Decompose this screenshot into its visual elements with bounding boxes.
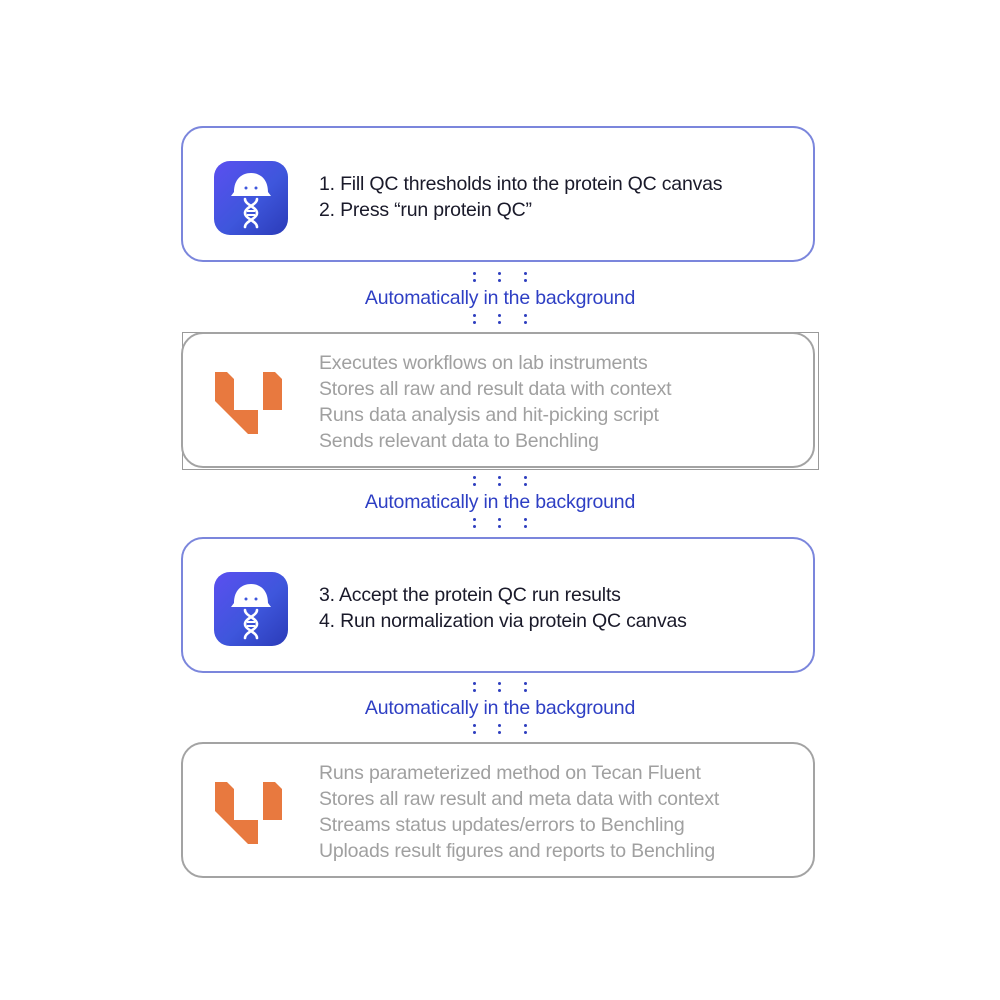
connector-label: Automatically in the background <box>364 491 636 513</box>
step-line: 4. Run normalization via protein QC canvas <box>319 610 687 632</box>
step-1-text <box>319 171 722 223</box>
step-line: Stores all raw and result data with context <box>319 378 672 400</box>
step-1-user-card <box>181 126 815 262</box>
dotted-connector-bottom <box>340 723 660 735</box>
step-3-user-card <box>181 537 815 673</box>
dotted-connector-top <box>340 681 660 693</box>
scientist-dna-app-icon <box>214 161 288 235</box>
step-line: Uploads result figures and reports to Benchling <box>319 840 715 862</box>
step-line: 2. Press “run protein QC” <box>319 199 532 221</box>
step-line: Runs data analysis and hit-picking script <box>319 404 659 426</box>
connector-2 <box>340 475 660 535</box>
connector-label: Automatically in the background <box>364 287 636 309</box>
step-line: 3. Accept the protein QC run results <box>319 584 621 606</box>
scientist-dna-app-icon <box>214 572 288 646</box>
step-line: 1. Fill QC thresholds into the protein QC canvas <box>319 173 723 195</box>
step-line: Sends relevant data to Benchling <box>319 430 599 452</box>
step-line: Runs parameterized method on Tecan Fluent <box>319 762 701 784</box>
dotted-connector-bottom <box>340 313 660 325</box>
step-line: Streams status updates/errors to Benchling <box>319 814 685 836</box>
step-line: Executes workflows on lab instruments <box>319 352 648 374</box>
dotted-connector-top <box>340 475 660 487</box>
orange-v-logo-icon <box>213 370 289 434</box>
connector-label: Automatically in the background <box>364 697 636 719</box>
connector-1 <box>340 271 660 331</box>
dotted-connector-top <box>340 271 660 283</box>
step-4-text <box>319 760 719 864</box>
step-line: Stores all raw result and meta data with context <box>319 788 720 810</box>
step-2-text <box>319 350 671 454</box>
step-4-automation-card <box>181 742 815 878</box>
step-3-text <box>319 582 687 634</box>
connector-3 <box>340 681 660 741</box>
orange-v-logo-icon <box>213 780 289 844</box>
dotted-connector-bottom <box>340 517 660 529</box>
step-2-automation-card <box>181 332 815 468</box>
